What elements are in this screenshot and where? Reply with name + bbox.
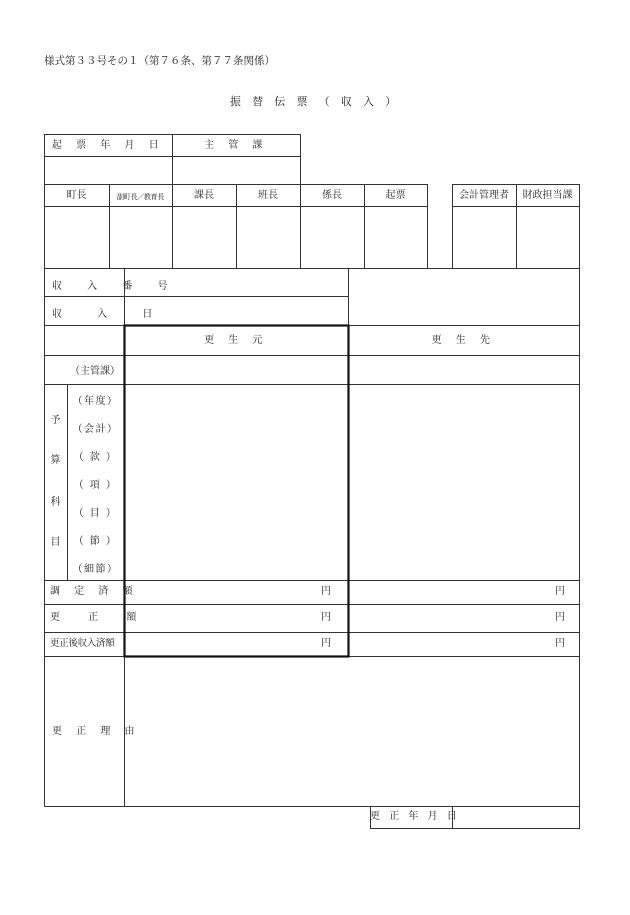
budget-item-kan: （ 款 ） (73, 452, 118, 463)
budget-item-kou: （ 項 ） (73, 480, 118, 491)
role-subsection-chief: 係長 (322, 190, 342, 201)
budget-item-saisetsu: （細節） (72, 564, 119, 575)
role-accounting-manager: 会計管理者 (459, 190, 509, 201)
budget-item-moku: （ 目 ） (73, 508, 118, 519)
correction-source-label: 更 生 元 (204, 335, 268, 346)
budget-item-fiscal-year: （年度） (72, 396, 119, 407)
role-finance-section: 財政担当課 (522, 190, 573, 201)
role-deputy: 副町長／教育長 (117, 193, 164, 201)
yen-unit: 円 (321, 612, 331, 623)
receipt-number-label: 収 入 番 号 (52, 281, 179, 292)
role-drafter: 起票 (385, 190, 406, 201)
correction-date-label: 更 正 年 月 日 (370, 811, 460, 822)
date-label: 起 票 年 月 日 (51, 140, 165, 151)
dept-label: 主 管 課 (204, 140, 268, 151)
budget-char-2: 算 (50, 455, 61, 466)
budget-char-1: 予 (50, 415, 61, 426)
role-mayor: 町長 (66, 190, 87, 201)
page-title: 振 替 伝 票 （ 収 入 ） (229, 95, 401, 108)
yen-unit: 円 (555, 586, 565, 597)
receipt-date-label: 収 入 日 (52, 309, 169, 320)
correction-destination-label: 更 生 先 (431, 335, 496, 346)
yen-unit: 円 (555, 638, 565, 649)
correction-reason-label: 更 正 理 由 (52, 726, 141, 737)
yen-unit: 円 (555, 612, 565, 623)
budget-char-4: 目 (50, 537, 61, 548)
budget-item-setsu: （ 節 ） (73, 536, 118, 547)
post-correction-amount-label: 更正後収入済額 (50, 638, 115, 649)
form-reference: 様式第３３号その１（第７６条、第７７条関係） (44, 55, 275, 67)
correction-amount-label: 更 正 額 (50, 612, 149, 623)
yen-unit: 円 (321, 638, 331, 649)
dept-row-label: （主管課） (70, 366, 120, 377)
budget-char-3: 科 (50, 497, 61, 508)
yen-unit: 円 (321, 586, 331, 597)
role-team-chief: 班長 (258, 190, 278, 201)
role-section-chief: 課長 (194, 190, 214, 201)
assessed-amount-label: 調 定 済 額 (50, 586, 139, 597)
budget-item-account: （会計） (72, 424, 119, 435)
